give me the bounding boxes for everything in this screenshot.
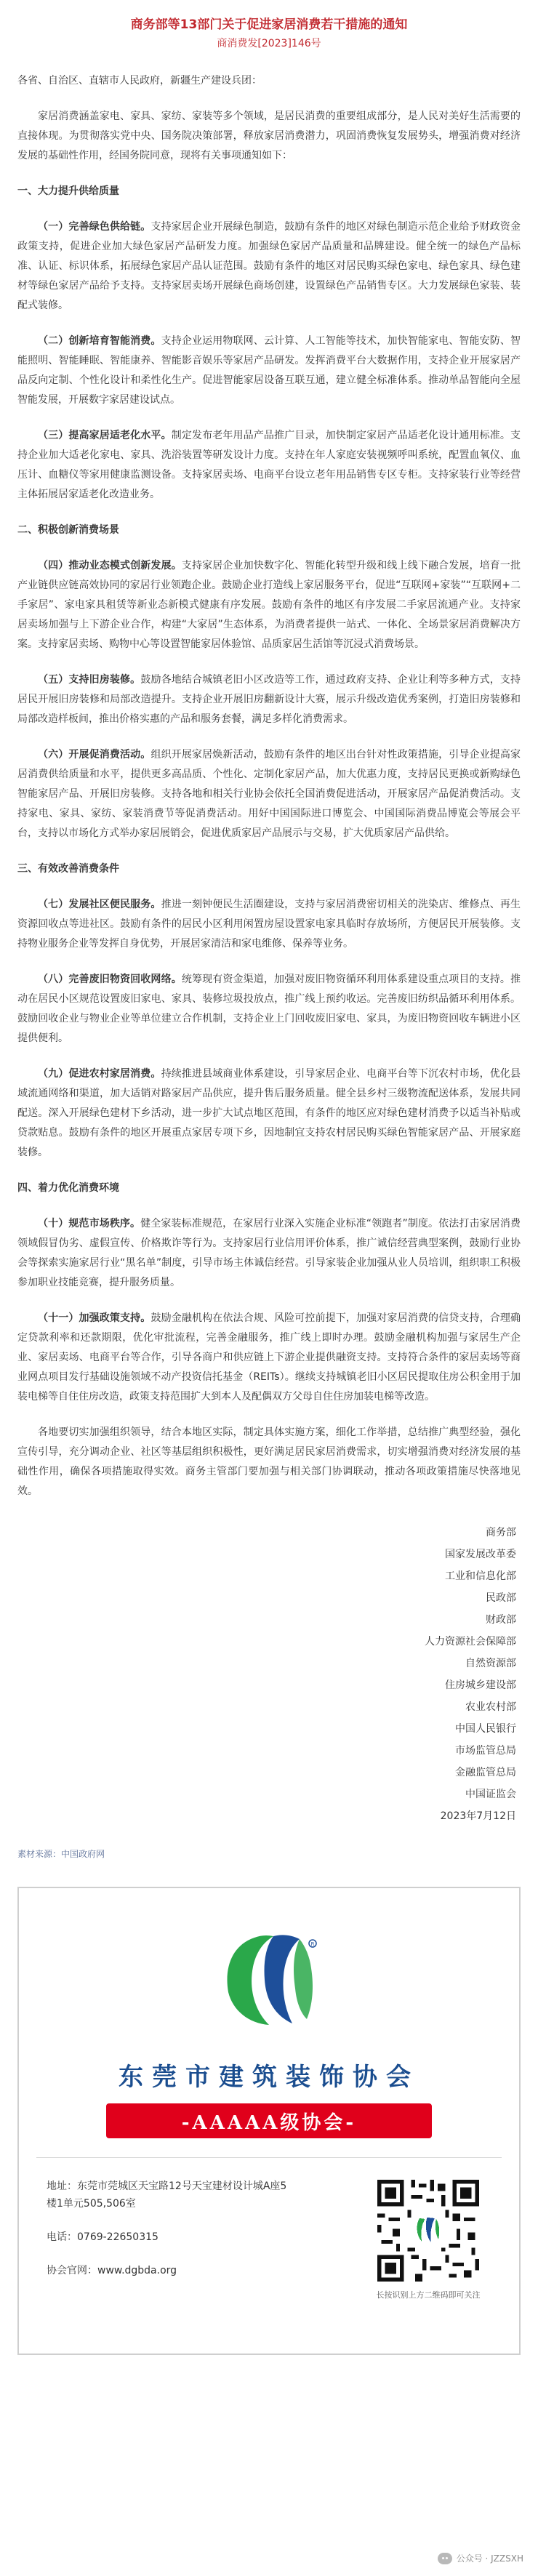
measure-lead: （六）开展促消费活动。: [38, 749, 151, 761]
measure-paragraph: [17, 670, 521, 729]
association-contact: [47, 2178, 294, 2279]
measure-text: 推进一刻钟便民生活圈建设，支持与家居消费密切相关的洗染店、维修点、再生资源回收点等进社区。鼓励有条件的居民小区利用闲置房屋设置家电家具临时存放场所，方便居民开展装修。支持物业服务企业等发挥自身优势，开展居家清洁和家电维修、保养等业务。: [17, 899, 521, 950]
measure-paragraph: [17, 1064, 521, 1163]
qr-code-icon[interactable]: [374, 2176, 483, 2285]
measure-paragraph: [17, 332, 521, 410]
measure-text: 健全家装标准规范，在家居行业深入实施企业标准“领跑者”制度。依法打击家居消费领域假冒伪劣、虚假宣传、价格欺诈等行为。支持家居行业信用评价体系，推广诚信经营典型案例，鼓励行业协会等探索实施家居行业“黑名单”制度，引导市场主体诚信经营。引导家装企业加强从业人员培训，组织职工积极参加职业技能竞赛，提升服务质量。: [17, 1218, 521, 1288]
salutation: 各省、自治区、直辖市人民政府，新疆生产建设兵团：: [17, 75, 262, 87]
measure-text: 支持家居企业开展绿色制造，鼓励有条件的地区对绿色制造示范企业给予财政资金政策支持，促进企业加大绿色家居产品研发力度。加强绿色家居产品质量和品牌建设。健全统一的绿色产品标准、认证、标识体系，拓展绿色家居产品认证范围。鼓励有条件的地区对居民购买绿色家电、绿色家具、绿色建材等绿色家居产品给予支持。支持家居卖场开展绿色商场创建，设置绿色产品销售专区。大力发展绿色家装、装配式装修。: [17, 221, 521, 311]
association-address: 地址：东莞市莞城区天宝路12号天宝建材设计城A座5楼1单元505,506室: [47, 2180, 287, 2210]
measure-paragraph: [17, 1214, 521, 1293]
svg-text:R: R: [310, 1941, 315, 1947]
section-heading: 三、有效改善消费条件: [17, 863, 119, 875]
signer-name: 中国证监会: [465, 1789, 516, 1800]
measure-paragraph: [17, 970, 521, 1048]
document-body: [0, 51, 538, 1501]
association-card: [17, 1887, 521, 2355]
source-link[interactable]: 素材来源：中国政府网: [17, 1849, 105, 1859]
signer-name: 中国人民银行: [455, 1723, 516, 1735]
measure-text: 持续推进县域商业体系建设，引导家居企业、电商平台等下沉农村市场，优化县域流通网络和渠道，加大适销对路家居产品供应，提升售后服务质量。健全县乡村三级物流配送体系，发展共同配送。深入开展绿色建材下乡活动，进一步扩大试点地区范围，有条件的地区应对绿色建材消费予以适当补贴或贷款贴息。鼓励有条件的地区开展重点家居专项下乡，因地制宜支持农村居民购买绿色智能家居产品、开展家庭装修。: [17, 1068, 521, 1158]
measure-lead: （一）完善绿色供给链。: [38, 221, 151, 233]
signer-name: 自然资源部: [465, 1658, 516, 1669]
measure-paragraph: [17, 217, 521, 316]
document-title: 商务部等13部门关于促进家居消费若干措施的通知: [130, 17, 408, 32]
signers-block: [0, 1517, 538, 1827]
watermark: [438, 2552, 523, 2564]
measure-text: 制定发布老年用品产品推广目录，加快制定家居产品适老化设计通用标准。支持企业加大适老化家电、家具、洗浴装置等研发设计力度。支持在年人家庭安装视频呼叫系统，配置血氧仪、血压计、血糖仪等家用健康监测设备。支持家居卖场、电商平台设立老年用品销售专区专柜。支持家装行业等经营主体拓展居家适老化改造业务。: [17, 430, 521, 500]
measure-lead: （十）规范市场秩序。: [38, 1218, 141, 1229]
measure-lead: （五）支持旧房装修。: [38, 674, 141, 686]
measure-text: 支持企业运用物联网、云计算、人工智能等技术，加快智能家电、智能安防、智能照明、智能睡眠、智能康养、智能影音娱乐等家居产品研发。发挥消费平台大数据作用，支持企业开展家居产品反向定制、个性化设计和柔性化生产。促进智能家居设备互联互通，建立健全标准体系。推动单品智能向全屋智能发展，开展数字家居建设试点。: [17, 335, 521, 406]
measure-paragraph: [17, 895, 521, 954]
section-heading: 一、大力提升供给质量: [17, 185, 119, 197]
qr-caption: 长按识别上方二维码即可关注: [376, 2290, 481, 2300]
signer-name: 财政部: [486, 1614, 516, 1626]
association-phone: 电话：0769-22650315: [47, 2231, 158, 2243]
watermark-text: 公众号 · JZZSXH: [456, 2553, 523, 2564]
signer-name: 商务部: [486, 1527, 516, 1538]
signer-name: 民政部: [486, 1592, 516, 1604]
association-name: 东莞市建筑装饰协会: [119, 2063, 419, 2092]
signer-name: 农业农村部: [465, 1701, 516, 1713]
closing-paragraph: 各地要切实加强组织领导，结合本地区实际，制定具体实施方案，细化工作举措，总结推广典型经验，强化宣传引导，充分调动企业、社区等基层组织积极性，更好满足居民家居消费需求，切实增强消费对经济发展的基础性作用，确保各项措施取得实效。商务主管部门要加强与相关部门协调联动，推动各项政策措施尽快落地见效。: [17, 1427, 521, 1497]
measure-lead: （二）创新培育智能消费。: [38, 335, 161, 347]
section-heading: 四、着力优化消费环境: [17, 1182, 119, 1194]
association-level-text: -AAAAA级协会-: [181, 2111, 357, 2134]
association-website: 协会官网：www.dgbda.org: [47, 2265, 177, 2276]
signer-name: 住房城乡建设部: [445, 1680, 516, 1691]
measure-lead: （三）提高家居适老化水平。: [38, 430, 172, 441]
intro-paragraph: 家居消费涵盖家电、家具、家纺、家装等多个领域，是居民消费的重要组成部分，是人民对美好生活需要的直接体现。为贯彻落实党中央、国务院决策部署，释放家居消费潜力，巩固消费恢复发展势头，增强消费对经济发展的基础性作用，经国务院同意，现将有关事项通知如下：: [17, 111, 521, 161]
document-date: 2023年7月12日: [440, 1810, 516, 1822]
section-heading: 二、积极创新消费场景: [17, 524, 119, 536]
association-logo-icon: [204, 1923, 334, 2032]
document-number: 商消费发[2023]146号: [217, 38, 321, 49]
measure-text: 鼓励各地结合城镇老旧小区改造等工作，通过政府支持、企业让利等多种方式，支持居民开展旧房装修和局部改造提升。支持企业开展旧房翻新设计大赛，展示升级改造优秀案例，打造旧房装修和局部改造样板间，推出价格实惠的产品和服务套餐，满足多样化消费需求。: [17, 674, 521, 725]
measure-lead: （九）促进农村家居消费。: [38, 1068, 161, 1080]
measure-lead: （八）完善废旧物资回收网络。: [38, 974, 182, 985]
measure-lead: （四）推动业态模式创新发展。: [38, 560, 182, 571]
card-divider: [36, 2157, 502, 2158]
association-level-badge: [106, 2103, 432, 2138]
association-logo: [19, 1923, 519, 2032]
measure-paragraph: [17, 426, 521, 505]
signer-name: 金融监管总局: [455, 1767, 516, 1778]
measure-text: 组织开展家居焕新活动，鼓励有条件的地区出台针对性政策措施，引导企业提高家居消费供给质量和水平，提供更多高品质、个性化、定制化家居产品，加大优惠力度，支持居民更换或新购绿色智能家居产品、开展旧房装修。支持各地和相关行业协会依托全国消费促进活动，开展家居产品促消费活动。支持家电、家具、家纺、家装消费节等促消费活动。用好中国国际进口博览会、中国国际消费品博览会等展会平台，支持以市场化方式举办家居展销会，促进优质家居产品展示与交易，扩大优质家居产品供给。: [17, 749, 521, 839]
measure-text: 统筹现有资金渠道，加强对废旧物资循环利用体系建设重点项目的支持。推动在居民小区规范设置废旧家电、家具、装修垃圾投放点，推广线上预约收运。完善废旧纺织品循环利用体系。鼓励回收企业与物业企业等单位建立合作机制，支持企业上门回收废旧家电、家具，为废旧物资回收车辆进小区提供便利。: [17, 974, 521, 1044]
measure-lead: （七）发展社区便民服务。: [38, 899, 161, 910]
measure-paragraph: [17, 1309, 521, 1407]
wechat-icon: [438, 2553, 452, 2564]
document-header: [0, 0, 538, 51]
measure-text: 支持家居企业加快数字化、智能化转型升级和线上线下融合发展，培育一批产业链供应链高效协同的家居行业领跑企业。鼓励企业打造线上家居服务平台，促进“互联网+家装”“互联网+二手家居”、家电家具租赁等新业态新模式健康有序发展。鼓励有条件的地区有序发展二手家居流通产业。支持家居卖场加强与上下游企业合作，构建“大家居”生态体系，为消费者提供一站式、一体化、全场景家居消费解决方案。支持家居卖场、购物中心等设置智能家居体验馆、品质家居生活馆等沉浸式消费场景。: [17, 560, 521, 650]
measure-lead: （十一）加强政策支持。: [38, 1312, 151, 1324]
signer-name: 人力资源社会保障部: [425, 1636, 516, 1648]
signer-name: 工业和信息化部: [445, 1570, 516, 1582]
measure-paragraph: [17, 556, 521, 654]
measure-text: 鼓励金融机构在依法合规、风险可控前提下，加强对家居消费的信贷支持，合理确定贷款利率和还款期限，优化审批流程，完善金融服务，推广线上即时办理。鼓励金融机构加强与家居生产企业、家居卖场、电商平台等合作，引导各商户和供应链上下游企业提供融资支持。支持符合条件的家居卖场等商业网点项目发行基础设施领域不动产投资信托基金（REITs）。继续支持城镇老旧小区居民提取住房公积金用于加装电梯等自住住房改造，政策支持范围扩大到本人及配偶双方父母自住住房加装电梯等改造。: [17, 1312, 521, 1403]
signer-name: 国家发展改革委: [445, 1549, 516, 1560]
signer-name: 市场监管总局: [455, 1745, 516, 1757]
qr-block: [366, 2176, 490, 2301]
measure-paragraph: [17, 745, 521, 843]
